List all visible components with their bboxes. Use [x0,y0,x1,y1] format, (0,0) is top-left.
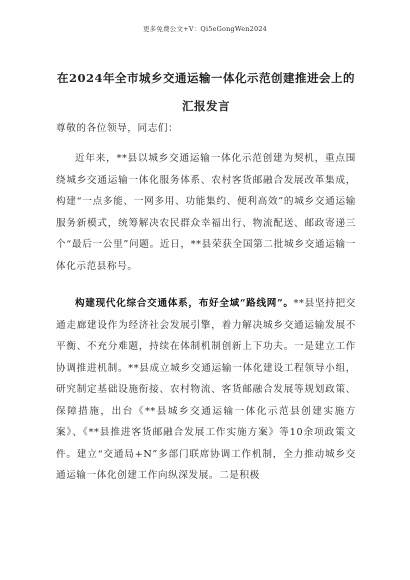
document-title: 在2024年全市城乡交通运输一体化示范创建推进会上的汇报发言 [56,71,355,113]
salutation: 尊敬的各位领导，同志们： [56,123,179,134]
paragraph-2 [56,293,356,487]
paragraph-1: 近年来，**县以城乡交通运输一体化示范创建为契机，重点围绕城乡交通运输一体化服务体系、农村客货邮融合发展改革集成，构建“一点多能、一网多用、功能集约、便利高效”的城乡交通运输服务新模式，统筹解决农民群众幸福出行、物流配送、邮政寄递三个“最后一公里”问题。近日，**县荣获全国第二批城乡交通运输一体化示范县称号。 [56,153,356,272]
header-note: 更多免费公文+V：Qi5eGongWen2024 [142,25,267,33]
paragraph-2-body: **县坚持把交通走廊建设作为经济社会发展引擎，着力解决城乡交通运输发展不平衡、不充分难题，持续在体制机制创新上下功夫。一是建立工作协调推进机制。**县成立城乡交通运输一体化建设工程领导小组，研究制定基础设施衔接、农村物流、客货邮融合发展等规划政策、保障措施，出台《**县城乡交通运输一体化示范县创建实施方案》、《**县推进客货邮融合发展工作实施方案》等10余项政策文件。建立“交通局+N”多部门联席协调工作机制，全力推动城乡交通运输一体化创建工作向纵深发展。二是积极 [56,298,356,481]
paragraph-2-lead: 构建现代化综合交通体系，布好全域“路线网”。 [75,298,294,309]
